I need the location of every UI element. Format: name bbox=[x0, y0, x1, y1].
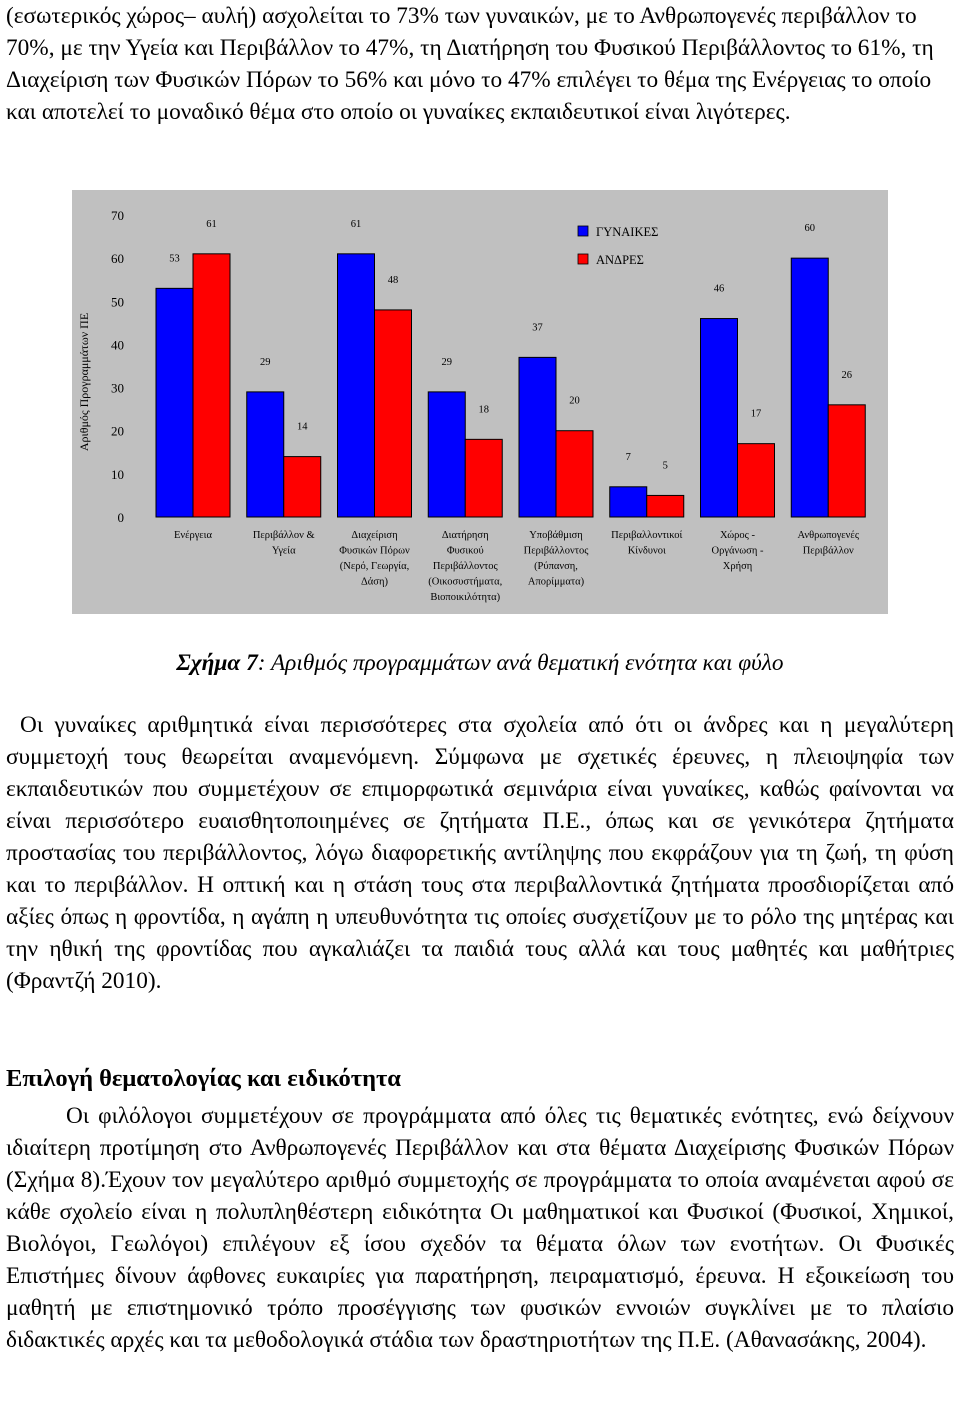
legend-label-men: ΑΝΔΡΕΣ bbox=[596, 253, 644, 267]
x-category-label: Διαχείριση Φυσικών Πόρων (Νερό, Γεωργία, Δάση) bbox=[339, 530, 410, 588]
y-tick-label: 50 bbox=[111, 294, 124, 310]
bar-men bbox=[828, 405, 865, 517]
bar-value-label: 37 bbox=[532, 322, 543, 334]
bar-value-label: 53 bbox=[169, 253, 180, 265]
specialty-paragraph: Οι φιλόλογοι συμμετέχουν σε προγράμματα από όλες τις θεματικές ενότητες, ενώ δείχνουν ιδιαίτερη προτίμηση στο Ανθρωπογενές Περιβάλλον και στα θέματα Διαχείρισης Φυσικών Πόρων (Σχήμα 8).Έχουν τον μεγαλύτερο αριθμό συμμετοχής σε προγράμματα το οποία αναμένεται αφού σε κάθε σχολείο είναι η πολυπληθέστερη ειδικότητα Οι μαθηματικοί και Φυσικοί (Φυσικοί, Χημικοί, Βιολόγοι, Γεωλόγοι) επιλέγουν εξ ίσου σχεδόν τα θέματα όλων των ενοτήτων. Οι Φυσικές Επιστήμες δίνουν άφθονες ευκαιρίες για παρατήρηση, πειραματισμό, έρευνα. Η εξοικείωση του μαθητή με επιστημονικό τρόπο προσέγγισης των φυσικών εννοιών συγκλίνει με το πλαίσιο διδακτικές αρχές και τα μεθοδολογικά στάδια των δραστηριοτήτων της Π.Ε. (Αθανασάκης, 2004). bbox=[6, 1103, 954, 1353]
bar-value-label: 20 bbox=[569, 395, 580, 407]
bar-men bbox=[375, 310, 412, 517]
bar-value-label: 5 bbox=[662, 460, 668, 472]
y-tick-label: 10 bbox=[111, 466, 124, 482]
bar-value-label: 18 bbox=[478, 404, 489, 416]
chart-svg bbox=[72, 190, 888, 614]
bar-value-label: 14 bbox=[297, 421, 308, 433]
bar-women bbox=[610, 487, 647, 517]
bar-value-label: 61 bbox=[350, 218, 362, 230]
bar-value-label: 61 bbox=[206, 218, 217, 230]
bar-men bbox=[193, 254, 230, 517]
bar-women bbox=[156, 288, 193, 517]
y-tick-label: 20 bbox=[111, 423, 124, 439]
y-tick-label: 30 bbox=[111, 380, 124, 396]
caption-text: : Αριθμός προγραμμάτων ανά θεματική ενότητα και φύλο bbox=[257, 650, 784, 676]
y-tick-label: 40 bbox=[111, 337, 124, 353]
bar-men bbox=[647, 495, 684, 517]
bar-men bbox=[738, 444, 775, 517]
bar-chart bbox=[72, 190, 888, 614]
y-tick-label: 60 bbox=[111, 251, 124, 267]
bar-value-label: 48 bbox=[387, 274, 399, 286]
bar-women bbox=[701, 319, 738, 517]
x-category-label: Διατήρηση Φυσικού Περιβάλλοντος (Οικοσυστήματα, Βιοποικιλότητα) bbox=[428, 530, 503, 603]
x-category-label: Χώρος -Οργάνωση -Χρήση bbox=[711, 530, 764, 572]
y-tick-label: 0 bbox=[117, 510, 124, 525]
bar-women bbox=[791, 258, 828, 517]
bar-women bbox=[247, 392, 284, 517]
y-axis-title: Αριθμός Προγραμμάτων ΠΕ bbox=[77, 312, 91, 452]
intro-paragraph: (εσωτερικός χώρος– αυλή) ασχολείται το 73% των γυναικών, με το Ανθρωπογενές περιβάλλον το 70%, με την Υγεία και Περιβάλλον το 47%, τη Διατήρηση του Φυσικού Περιβάλλοντος το 61%, τη Διαχείριση των Φυσικών Πόρων το 56% και μόνο το 47% επιλέγει το θέμα της Ενέργειας το οποίο και αποτελεί το μοναδικό θέμα στο οποίο οι γυναίκες εκπαιδευτικοί είναι λιγότερες. bbox=[6, 3, 934, 125]
legend-label-women: ΓΥΝΑΙΚΕΣ bbox=[596, 225, 659, 239]
bar-men bbox=[556, 431, 593, 517]
bar-value-label: 46 bbox=[713, 283, 725, 295]
bar-value-label: 29 bbox=[260, 356, 271, 368]
bar-women bbox=[519, 357, 556, 517]
bar-value-label: 60 bbox=[804, 223, 815, 235]
bar-women bbox=[338, 254, 375, 517]
x-category-label: Ανθρωπογενές Περιβάλλον bbox=[797, 530, 859, 557]
figure-caption bbox=[0, 647, 960, 679]
section-heading: Επιλογή θεματολογίας και ειδικότητα bbox=[6, 1065, 401, 1092]
bar-men bbox=[465, 439, 502, 517]
x-category-label: Περιβάλλον & Υγεία bbox=[252, 530, 315, 557]
y-tick-label: 70 bbox=[111, 208, 124, 223]
women-paragraph: Οι γυναίκες αριθμητικά είναι περισσότερες στα σχολεία από ότι οι άνδρες και η μεγαλύτερη συμμετοχή τους θεωρείται αναμενόμενη. Σύμφωνα με σχετικές έρευνες, η πλειοψηφία των εκπαιδευτικών που συμμετέχουν σε επιμορφωτικά σεμινάρια είναι γυναίκες, καθώς φαίνονται να είναι περισσότερο ευαισθητοποιημένες σε ζητήματα Π.Ε., όπως και σε γενικότερα ζητήματα προστασίας του περιβάλλοντος, λόγω διαφορετικής αντίληψης που εκφράζουν για τη ζωή, τη φύση και το περιβάλλον. Η οπτική και η στάση τους στα περιβαλλοντικά ζητήματα προσδιορίζεται από αξίες όπως η φροντίδα, η αγάπη η υπευθυνότητα τις οποίες συσχετίζουν με το ρόλο της μητέρας και την ηθική της φροντίδας που αγκαλιάζει τα παιδιά τους αλλά και τους μαθητές και μαθήτριες (Φραντζή 2010). bbox=[6, 712, 954, 994]
bar-men bbox=[284, 457, 321, 517]
legend-swatch-men bbox=[578, 254, 588, 264]
bar-value-label: 26 bbox=[841, 369, 852, 381]
x-category-label: Ενέργεια bbox=[173, 530, 213, 541]
legend-swatch-women bbox=[578, 226, 588, 236]
bar-value-label: 29 bbox=[441, 356, 452, 368]
bar-value-label: 7 bbox=[625, 451, 631, 463]
caption-label: Σχήμα 7 bbox=[176, 650, 258, 676]
bar-value-label: 17 bbox=[750, 408, 762, 420]
x-category-label: Περιβαλλοντικοί Κίνδυνοι bbox=[611, 530, 683, 557]
x-category-label: Υποβάθμιση Περιβάλλοντος (Ρύπανση, Απορίμματα) bbox=[523, 530, 589, 588]
bar-women bbox=[428, 392, 465, 517]
